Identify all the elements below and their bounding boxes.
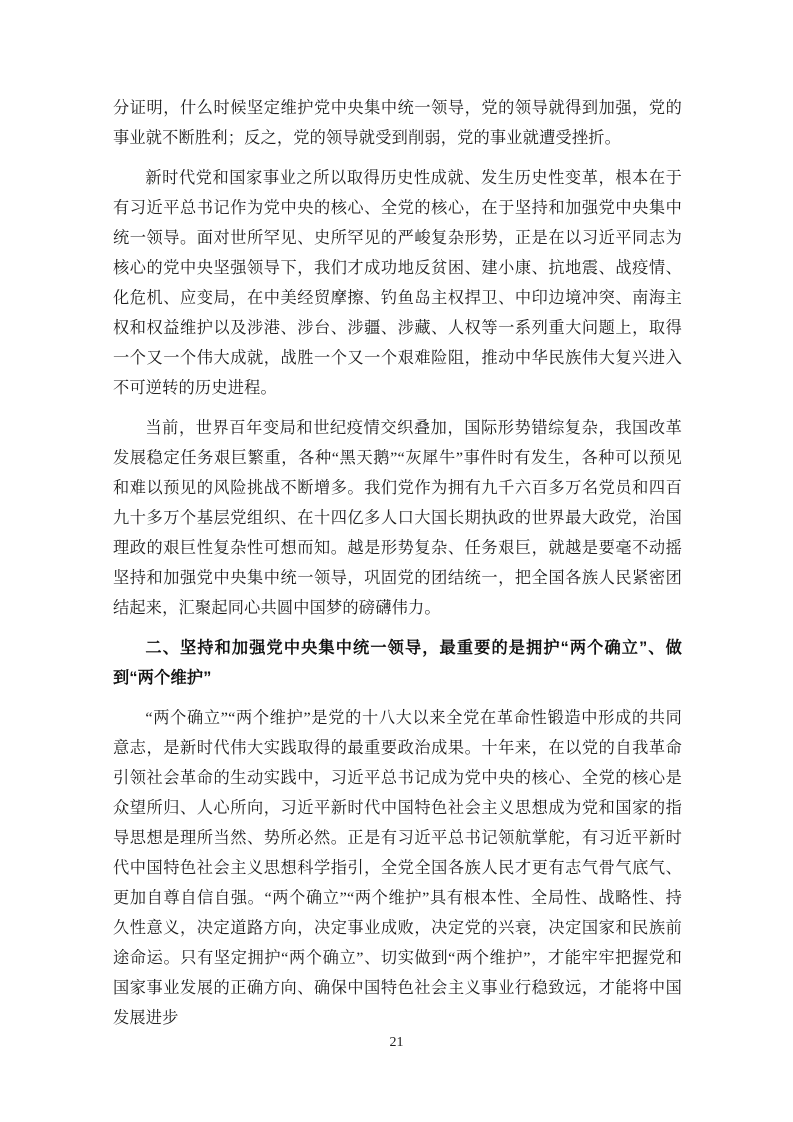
body-paragraph: “两个确立”“两个维护”是党的十八大以来全党在革命性锻造中形成的共同意志，是新时代伟大实践取得的最重要政治成果。十年来，在以党的自我革命引领社会革命的生动实践中，习近平总书记成为党中央的核心、全党的核心是众望所归、人心所向，习近平新时代中国特色社会主义思想成为党和国家的指导思想是理所当然、势所必然。正是有习近平总书记领航掌舵，有习近平新时代中国特色社会主义思想科学指引，全党全国各族人民才更有志气骨气底气、更加自尊自信自强。“两个确立”“两个维护”具有根本性、全局性、战略性、持久性意义，决定道路方向，决定事业成败，决定党的兴衰，决定国家和民族前途命运。只有坚定拥护“两个确立”、切实做到“两个维护”，才能牢牢把握党和国家事业发展的正确方向、确保中国特色社会主义事业行稳致远，才能将中国发展进步 [113,709,682,1027]
page-number: 21 [389,1035,404,1050]
body-paragraph: 当前，世界百年变局和世纪疫情交织叠加，国际形势错综复杂，我国改革发展稳定任务艰巨繁重，各种“黑天鹅”“灰犀牛”事件时有发生，各种可以预见和难以预见的风险挑战不断增多。我们党作为拥有九千六百多万名党员和四百九十多万个基层党组织、在十四亿多人口大国长期执政的世界最大政党，治国理政的艰巨性复杂性可想而知。越是形势复杂、任务艰巨，就越是要毫不动摇坚持和加强党中央集中统一领导，巩固党的团结统一，把全国各族人民紧密团结起来，汇聚起同心共圆中国梦的磅礴伟力。 [113,419,682,617]
section-heading: 二、坚持和加强党中央集中统一领导，最重要的是拥护“两个确立”、做到“两个维护” [113,639,682,687]
body-paragraph: 新时代党和国家事业之所以取得历史性成就、发生历史性变革，根本在于有习近平总书记作为党中央的核心、全党的核心，在于坚持和加强党中央集中统一领导。面对世所罕见、史所罕见的严峻复杂形势，正是在以习近平同志为核心的党中央坚强领导下，我们才成功地反贫困、建小康、抗地震、战疫情、化危机、应变局，在中美经贸摩擦、钓鱼岛主权捍卫、中印边境冲突、南海主权和权益维护以及涉港、涉台、涉疆、涉藏、人权等一系列重大问题上，取得一个又一个伟大成就，战胜一个又一个艰难险阻，推动中华民族伟大复兴进入不可逆转的历史进程。 [113,169,682,397]
body-paragraph: 分证明，什么时候坚定维护党中央集中统一领导，党的领导就得到加强，党的事业就不断胜利；反之，党的领导就受到削弱，党的事业就遭受挫折。 [113,99,682,147]
document-body [113,93,682,1043]
